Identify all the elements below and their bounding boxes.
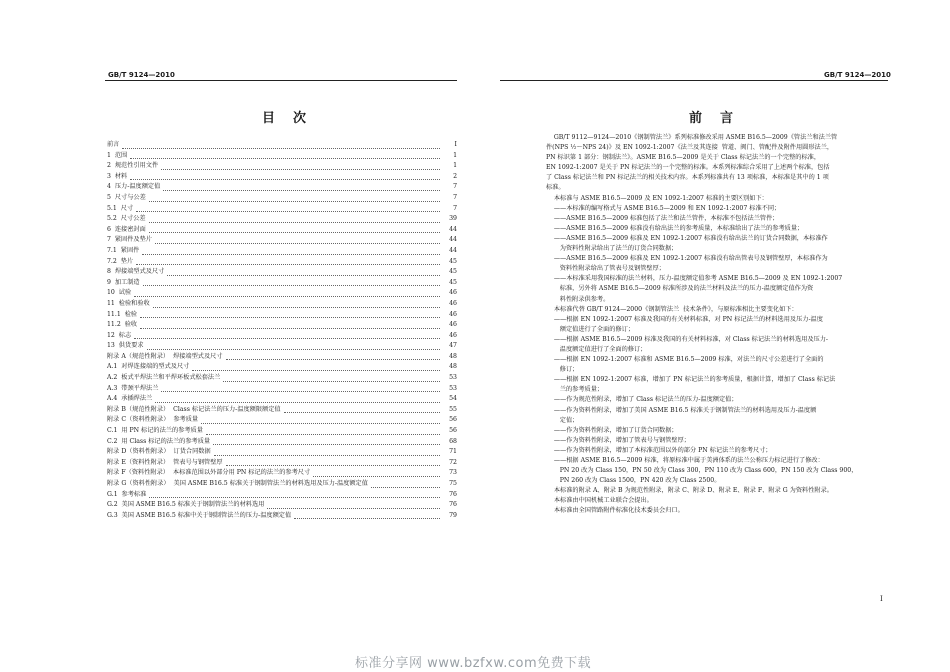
toc-entry[interactable]: [107, 299, 457, 310]
toc-entry[interactable]: [107, 246, 457, 257]
toc-leader-dots: [161, 169, 440, 170]
toc-entry-label: A.3 带颈平焊法兰: [107, 384, 159, 392]
toc-leader-dots: [122, 148, 440, 149]
toc-entry[interactable]: [107, 437, 457, 448]
toc-entry[interactable]: [107, 267, 457, 278]
foreword-line: ——根据 EN 1092-1:2007 标准及我国的有关材料标准，对 PN 标记法兰的材料选用及压力-温度: [546, 315, 823, 323]
foreword-line: 本标准由中国机械工业联合会提出。: [546, 497, 653, 505]
toc-entry-label: 12 标志: [107, 331, 132, 339]
toc-leader-dots: [214, 455, 440, 456]
foreword-line: ——根据 ASME B16.5—2009 标准，将原标准中属于美洲体系的法兰公称压力标记进行了修改：: [546, 457, 824, 464]
toc-leader-dots: [223, 381, 440, 382]
foreword-line: 料性附录供参考。: [546, 295, 610, 303]
toc-entry-label: 11.1 检验: [107, 310, 138, 318]
toc-entry-page: 53: [449, 384, 457, 392]
toc-entry[interactable]: [107, 341, 457, 352]
toc-leader-dots: [134, 296, 440, 297]
foreword-body: [546, 133, 891, 517]
toc-leader-dots: [136, 264, 440, 265]
toc-entry[interactable]: [107, 384, 457, 395]
toc-entry-label: 3 材料: [107, 172, 128, 180]
toc-entry-label: 5 尺寸与公差: [107, 193, 146, 201]
toc-entry-page: 45: [449, 268, 457, 276]
foreword-line: ——作为资料性附录，增加了管表号与钢管壁厚；: [546, 436, 690, 444]
toc-entry-label: 8 焊接端型式及尺寸: [107, 268, 165, 276]
toc-entry-label: 附录 F（资料性附录） 本标准范围以外部分用 PN 标记的法兰的参考尺寸: [107, 469, 311, 477]
toc-entry-label: 附录 E（资料性附录） 管表号与钢管壁厚: [107, 458, 223, 466]
toc-entry-page: 44: [449, 236, 457, 244]
toc-entry-page: 46: [449, 299, 457, 307]
toc-entry-page: 46: [449, 321, 457, 329]
foreword-line: 温度额定值进行了全面的修订；: [546, 345, 647, 353]
toc-entry-page: 46: [449, 289, 457, 297]
toc-entry-label: G.2 美国 ASME B16.5 标准关于钢制管法兰的材料选用: [107, 501, 265, 509]
foreword-line: ——ASME B16.5—2009 标准及 EN 1092-1:2007 标准没有给出法兰的订货合同数据，本标准作: [546, 234, 828, 242]
toc-entry[interactable]: [107, 468, 457, 479]
toc-leader-dots: [267, 508, 440, 509]
toc-entry-page: 1: [453, 151, 457, 159]
toc-entry-page: 44: [449, 246, 457, 254]
foreword-line: GB/T 9112—9124—2010《钢制管法兰》系列标准修改采用 ASME B16.5—2009《管法兰和法兰管: [546, 134, 838, 141]
toc-entry-label: 附录 B（规范性附录） Class 标记法兰的压力-温度额限额定值: [107, 405, 281, 413]
toc-entry[interactable]: [107, 511, 457, 522]
toc-entry[interactable]: [107, 415, 457, 426]
foreword-line: 件(NPS ½～NPS 24)》及 EN 1092-1:2007《法兰及其连接 管道、阀门、管配件及附件用圆形法兰，: [546, 144, 834, 152]
toc-entry-label: G.1 参考标准: [107, 490, 147, 498]
foreword-line: 本标准与 ASME B16.5—2009 及 EN 1092-1:2007 标准的主要区别如下：: [546, 194, 768, 202]
foreword-line: PN 标识第 1 部分：钢制法兰》。ASME B16.5—2009 是关于 Class 标记法兰的一个完整的标准，: [546, 154, 821, 162]
toc-leader-dots: [147, 349, 440, 350]
foreword-line: 资料性附录给出了管表号及钢管壁厚；: [546, 265, 665, 273]
foreword-line: ——本标准的编写格式与 ASME B16.5—2009 和 EN 1092-1:2007 标准不同；: [546, 204, 781, 212]
toc-entry-page: 2: [453, 172, 457, 180]
toc-entry-label: 7.2 垫片: [107, 257, 134, 265]
foreword-line: 本标准由全国管路附件标准化技术委员会归口。: [546, 507, 684, 515]
table-of-contents: [107, 140, 457, 521]
foreword-line: 本标准代替 GB/T 9124—2000《钢制管法兰 技术条件》，与原标准相比主要变化如下：: [546, 305, 798, 313]
toc-entry-label: 5.1 尺寸: [107, 204, 134, 212]
toc-entry-page: 39: [449, 215, 457, 223]
toc-entry-page: 79: [449, 511, 457, 519]
toc-entry[interactable]: [107, 140, 457, 151]
toc-entry[interactable]: [107, 320, 457, 331]
toc-entry-label: C.1 用 PN 标记的法兰的参考质量: [107, 427, 203, 435]
toc-entry-page: 56: [449, 427, 457, 435]
toc-entry-page: 56: [449, 416, 457, 424]
toc-entry-label: G.3 美国 ASME B16.5 标准中关于钢制管法兰的压力-温度额定值: [107, 511, 292, 519]
left-header-rule: [105, 80, 457, 81]
foreword-line: 为资料性附录给出了法兰的订货合同数据；: [546, 245, 678, 253]
left-page-header: GB/T 9124—2010: [108, 71, 175, 79]
toc-leader-dots: [213, 444, 440, 445]
toc-leader-dots: [201, 423, 440, 424]
toc-entry[interactable]: [107, 405, 457, 416]
toc-entry-label: 9 加工制造: [107, 278, 140, 286]
toc-entry-page: Ⅰ: [454, 141, 457, 148]
toc-leader-dots: [142, 254, 440, 255]
toc-entry-page: 46: [449, 331, 457, 339]
toc-leader-dots: [155, 402, 440, 403]
foreword-line: ——作为资料性附录，增加了本标准范围以外的部分 PN 标记法兰的参考尺寸；: [546, 446, 772, 454]
toc-leader-dots: [371, 487, 440, 488]
toc-leader-dots: [294, 518, 440, 519]
toc-entry-label: A.2 板式平焊法兰和平焊环板式松套法兰: [107, 374, 221, 382]
toc-entry[interactable]: [107, 235, 457, 246]
toc-entry[interactable]: [107, 426, 457, 437]
toc-entry-label: 13 供货要求: [107, 342, 144, 350]
toc-leader-dots: [136, 211, 440, 212]
toc-entry-label: 6 连接密封面: [107, 225, 146, 233]
right-page-header: GB/T 9124—2010: [824, 71, 891, 79]
toc-entry[interactable]: [107, 182, 457, 193]
foreword-line: ——作为资料性附录，增加了订货合同数据；: [546, 426, 678, 434]
toc-entry[interactable]: [107, 172, 457, 183]
toc-leader-dots: [149, 222, 440, 223]
toc-entry-label: A.4 承插焊法兰: [107, 395, 153, 403]
toc-entry-page: 45: [449, 257, 457, 265]
toc-entry-page: 7: [453, 193, 457, 201]
foreword-line: 标准。: [546, 184, 565, 192]
toc-entry-page: 48: [449, 363, 457, 371]
foreword-title: 前言: [689, 111, 752, 126]
toc-entry-label: A.1 对焊连接端的型式及尺寸: [107, 363, 190, 371]
toc-entry[interactable]: [107, 193, 457, 204]
foreword-line: 修订；: [546, 366, 579, 374]
toc-entry-page: 45: [449, 278, 457, 286]
watermark: 标准分享网 www.bzfxw.com免费下载: [355, 656, 592, 671]
toc-leader-dots: [140, 317, 440, 318]
foreword-line: ——根据 EN 1092-1:2007 标准和 ASME B16.5—2009 标准，对法兰的尺寸公差进行了全面的: [546, 356, 824, 364]
toc-leader-dots: [226, 465, 440, 466]
toc-entry-page: 7: [453, 204, 457, 212]
foreword-line: PN 20 改为 Class 150，PN 50 改为 Class 300，PN 110 改为 Class 600，PN 150 改为 Class 900，: [546, 467, 858, 475]
toc-entry-page: 1: [453, 162, 457, 170]
foreword-line: 标准，另外将 ASME B16.5—2009 标准所涉及的法兰材料及法兰的压力-温度额定值作为资: [546, 285, 814, 293]
toc-entry[interactable]: [107, 278, 457, 289]
toc-leader-dots: [153, 307, 440, 308]
page-number: I: [880, 595, 883, 603]
toc-entry-page: 73: [449, 469, 457, 477]
toc-entry-label: 5.2 尺寸公差: [107, 215, 146, 223]
toc-entry-label: 4 压力-温度额定值: [107, 183, 161, 191]
toc-entry-label: 11.2 验收: [107, 321, 138, 329]
foreword-line: ——作为规范性附录，增加了 Class 标记法兰的压力-温度额定值；: [546, 396, 738, 404]
toc-leader-dots: [155, 243, 440, 244]
right-header-rule: [500, 80, 888, 81]
foreword-line: EN 1092-1:2007 是关于 PN 标记法兰的一个完整的标准。本系列标准综合采用了上述两个标准，包括: [546, 164, 830, 172]
toc-entry[interactable]: [107, 373, 457, 384]
toc-leader-dots: [226, 359, 440, 360]
toc-entry-page: 76: [449, 490, 457, 498]
toc-entry-label: 10 试验: [107, 289, 132, 297]
foreword-line: ——本标准采用我国标准的法兰材料，压力-温度额定值参考 ASME B16.5—2009 及 EN 1092-1:2007: [546, 275, 843, 283]
toc-entry-page: 48: [449, 352, 457, 360]
toc-entry[interactable]: [107, 161, 457, 172]
toc-leader-dots: [130, 179, 440, 180]
toc-entry-page: 68: [449, 437, 457, 445]
toc-entry[interactable]: [107, 394, 457, 405]
toc-entry-label: C.2 用 Class 标记的法兰的参考质量: [107, 437, 211, 445]
toc-leader-dots: [284, 412, 440, 413]
foreword-line: ——ASME B16.5—2009 标准没有给出法兰的参考质量，本标准给出了法兰的参考质量；: [546, 224, 804, 232]
toc-leader-dots: [149, 232, 440, 233]
toc-entry[interactable]: [107, 310, 457, 321]
toc-entry[interactable]: [107, 204, 457, 215]
toc-leader-dots: [192, 370, 440, 371]
toc-entry-label: 7 紧固件及垫片: [107, 236, 152, 244]
toc-leader-dots: [143, 285, 440, 286]
toc-leader-dots: [140, 328, 440, 329]
toc-entry-page: 44: [449, 225, 457, 233]
toc-entry-label: 附录 C（资料性附录） 参考质量: [107, 416, 199, 424]
foreword-line: 兰的参考质量；: [546, 386, 604, 394]
foreword-line: ——ASME B16.5—2009 标准包括了法兰和法兰管件，本标准不包括法兰管件；: [546, 214, 779, 222]
toc-leader-dots: [163, 190, 440, 191]
toc-entry-label: 附录 A（规范性附录） 焊接端型式及尺寸: [107, 352, 223, 360]
toc-entry-page: 75: [449, 480, 457, 487]
toc-entry-page: 47: [449, 342, 457, 350]
toc-leader-dots: [313, 476, 440, 477]
toc-entry[interactable]: [107, 500, 457, 511]
toc-entry-page: 53: [449, 374, 457, 382]
toc-entry[interactable]: [107, 331, 457, 342]
toc-entry[interactable]: [107, 479, 457, 490]
toc-leader-dots: [149, 201, 440, 202]
toc-entry-label: 1 范围: [107, 151, 128, 159]
toc-entry-page: 72: [449, 458, 457, 466]
foreword-line: 了 Class 标记法兰和 PN 标记法兰的相关技术内容。本系列标准共有 13 项标准，本标准是其中的 1 项: [546, 174, 829, 182]
toc-entry[interactable]: [107, 490, 457, 501]
toc-entry-page: 71: [449, 448, 457, 456]
toc-entry[interactable]: [107, 458, 457, 469]
toc-leader-dots: [206, 434, 440, 435]
toc-leader-dots: [167, 275, 440, 276]
toc-entry[interactable]: [107, 225, 457, 236]
toc-title: 目次: [262, 111, 325, 126]
foreword-line: ——作为资料性附录，增加了美国 ASME B16.5 标准关于钢制管法兰的材料选用及压力-温度额: [546, 406, 817, 414]
toc-entry-page: 76: [449, 501, 457, 509]
toc-entry-page: 55: [449, 405, 457, 413]
toc-entry-page: 7: [453, 183, 457, 191]
toc-entry-label: 2 规范性引用文件: [107, 162, 159, 170]
foreword-line: 本标准的附录 A、附录 B 为规范性附录，附录 C、附录 D、附录 E、附录 F、附录 G 为资料性附录。: [546, 487, 833, 495]
toc-leader-dots: [161, 391, 440, 392]
foreword-line: ——根据 EN 1092-1:2007 标准，增加了 PN 标记法兰的参考质量，根据计算，增加了 Class 标记法: [546, 376, 836, 384]
toc-entry[interactable]: [107, 288, 457, 299]
toc-entry-label: 11 检验和验收: [107, 299, 150, 307]
toc-entry-label: 附录 G（资料性附录） 美国 ASME B16.5 标准关于钢制管法兰的材料选用及压力-温度额定值: [107, 480, 368, 487]
toc-entry-page: 54: [449, 395, 457, 403]
toc-entry[interactable]: [107, 257, 457, 268]
toc-leader-dots: [130, 158, 440, 159]
toc-leader-dots: [134, 338, 440, 339]
toc-entry[interactable]: [107, 352, 457, 363]
toc-entry-label: 前言: [107, 141, 120, 148]
toc-entry-page: 46: [449, 310, 457, 318]
foreword-line: 定值；: [546, 416, 579, 424]
toc-entry[interactable]: [107, 151, 457, 162]
toc-entry[interactable]: [107, 362, 457, 373]
toc-entry-label: 附录 D（资料性附录） 订货合同数据: [107, 448, 211, 456]
toc-entry[interactable]: [107, 447, 457, 458]
foreword-line: PN 260 改为 Class 1500，PN 420 改为 Class 2500。: [546, 477, 721, 485]
foreword-line: ——ASME B16.5—2009 标准及 EN 1092-1:2007 标准没有给出管表号及钢管壁厚，本标准作为: [546, 255, 828, 263]
toc-leader-dots: [149, 497, 440, 498]
toc-entry-label: 7.1 紧固件: [107, 246, 140, 254]
foreword-line: ——根据 ASME B16.5—2009 标准及我国的有关材料标准，对 Class 标记法兰的材料选用及压力-: [546, 335, 828, 343]
toc-entry[interactable]: [107, 214, 457, 225]
foreword-line: 额定值进行了全面的修订；: [546, 325, 635, 333]
